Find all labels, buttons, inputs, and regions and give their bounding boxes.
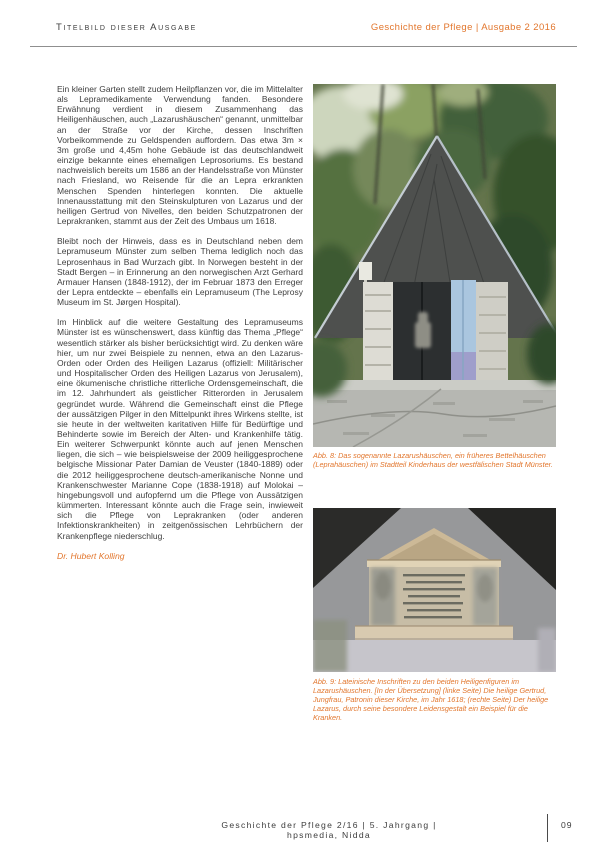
article-body bbox=[57, 84, 303, 561]
article-paragraph-1: Ein kleiner Garten stellt zudem Heilpflanzen vor, die im Mittelalter als Lepramedikamente Verwendung fanden. Besondere Erwähnung verdient in diesem Zusammenhang das Heiligenhäuschen, auch „Lazarushäuschen“ genannt, unmittelbar an der Straße vor der Kirche, dessen Inschriften Vorbeikommende zu Geldspenden auffordern. Das etwa 3m × 3m große und 4,45m hohe Gebäude ist das deutschlandweit einzige bekannte eines ehemaligen Leprosoriums. Es bestand nachweislich bereits um 1586 an der Handelsstraße von Münster nach Friesland, wo Reisende für die an Lepra erkrankten Menschen Spenden hinterlegen konnten. Die aktuelle Innenausstattung mit den Steinskulpturen von Lazarus und der heiligen Gertrud von Nivelles, den beiden Schutzpatronen der Leprakranken, stammt aus der Zeit des Umbaus um 1618. bbox=[57, 84, 303, 227]
article-paragraph-3: Im Hinblick auf die weitere Gestaltung des Lepramuseums Münster ist es wünschenswert, dass künftig das Thema „Pflege“ wesentlich stärker als bisher berücksichtigt wird. Zu denken wäre hier, um nur zwei Beispiele zu nennen, etwa an den Lazarus-Orden oder Orden des Heiligen Lazarus (offiziell: Militärischer und Hospitalischer Orden des Heiligen Lazarus von Jerusalem), eine ökumenische christliche ritterliche Ordensgemeinschaft, die im 12. Jahrhundert als geistlicher Ritterorden in Jerusalem gegründet wurde. Während die Gemeinschaft einst die Pflege der aussätzigen Pilger in den Mittelpunkt ihres Wirkens stellte, ist sie heute in der weltweiten karitativen Hilfe für Bedürftige und Behinderte sowie im Bereich der Alten- und Krankenhilfe tätig. Ein weiterer Schwerpunkt könnte auch auf jenen Menschen liegen, die sich – wie beispielsweise der 2009 heiliggesprochene belgische Missionar Pater Damian de Veuster (1840-1889) oder die 2012 heiliggesprochene deutsch-amerikanische Nonne und Krankenschwester Marianne Cope (1838-1918) auf Molokai – hingebungsvoll und aufopfernd um die Pflege von Aussätzigen kümmerten. Interessant könnte auch die Frage sein, inwieweit sich die Pflege von Leprakranken (oder anderen Infektionskrankheiten) in zeitgenössischen Lehrbüchern der Krankenpflege niederschlug. bbox=[57, 317, 303, 541]
latin-inscriptions-photo bbox=[313, 508, 556, 672]
header-rule bbox=[30, 46, 577, 47]
article-paragraph-2: Bleibt noch der Hinweis, dass es in Deutschland neben dem Lepramuseum Münster zum selben Thema lediglich noch das Leprosenhaus in Bad Wurzach gibt. In Norwegen besteht in der Stadt Bergen – in Erinnerung an den norwegischen Arzt Gerhard Armauer Hansen (1848-1912), der im Februar 1873 den Erreger der Lepra entdeckte – ebenfalls ein Lepramuseum (The Leprosy Museum im St. Jørgen Hospital). bbox=[57, 236, 303, 308]
footer-divider bbox=[547, 814, 548, 842]
figure-9-caption: Abb. 9: Lateinische Inschriften zu den beiden Heiligenfiguren im Lazarushäuschen. [In der Übersetzung] (linke Seite) Die heilige Gertrud, Jungfrau, Patronin dieser Kirche, im Jahr 1618; (rechte Seite) Der heilige Lazarus, durch seine besondere Leidensgestalt ein Beispiel für die Kranken. bbox=[313, 677, 549, 722]
footer-journal-line: Geschichte der Pflege 2/16 | 5. Jahrgang | hpsmedia, Nidda bbox=[221, 820, 437, 840]
figure-8 bbox=[313, 84, 556, 469]
figure-8-caption: Abb. 8: Das sogenannte Lazarushäuschen, ein früheres Bettelhäuschen (Leprahäuschen) im Stadtteil Kinderhaus der westfälischen Stadt Münster. bbox=[313, 451, 553, 469]
figure-9 bbox=[313, 508, 556, 722]
header-section-label: Titelbild dieser Ausgabe bbox=[56, 22, 197, 33]
lazarushaeuschen-chapel-photo bbox=[313, 84, 556, 447]
footer-page-number: 09 bbox=[561, 820, 573, 830]
figure-column bbox=[313, 84, 556, 722]
header-issue-label: Geschichte der Pflege | Ausgabe 2 2016 bbox=[370, 22, 556, 33]
author-byline: Dr. Hubert Kolling bbox=[57, 550, 125, 561]
